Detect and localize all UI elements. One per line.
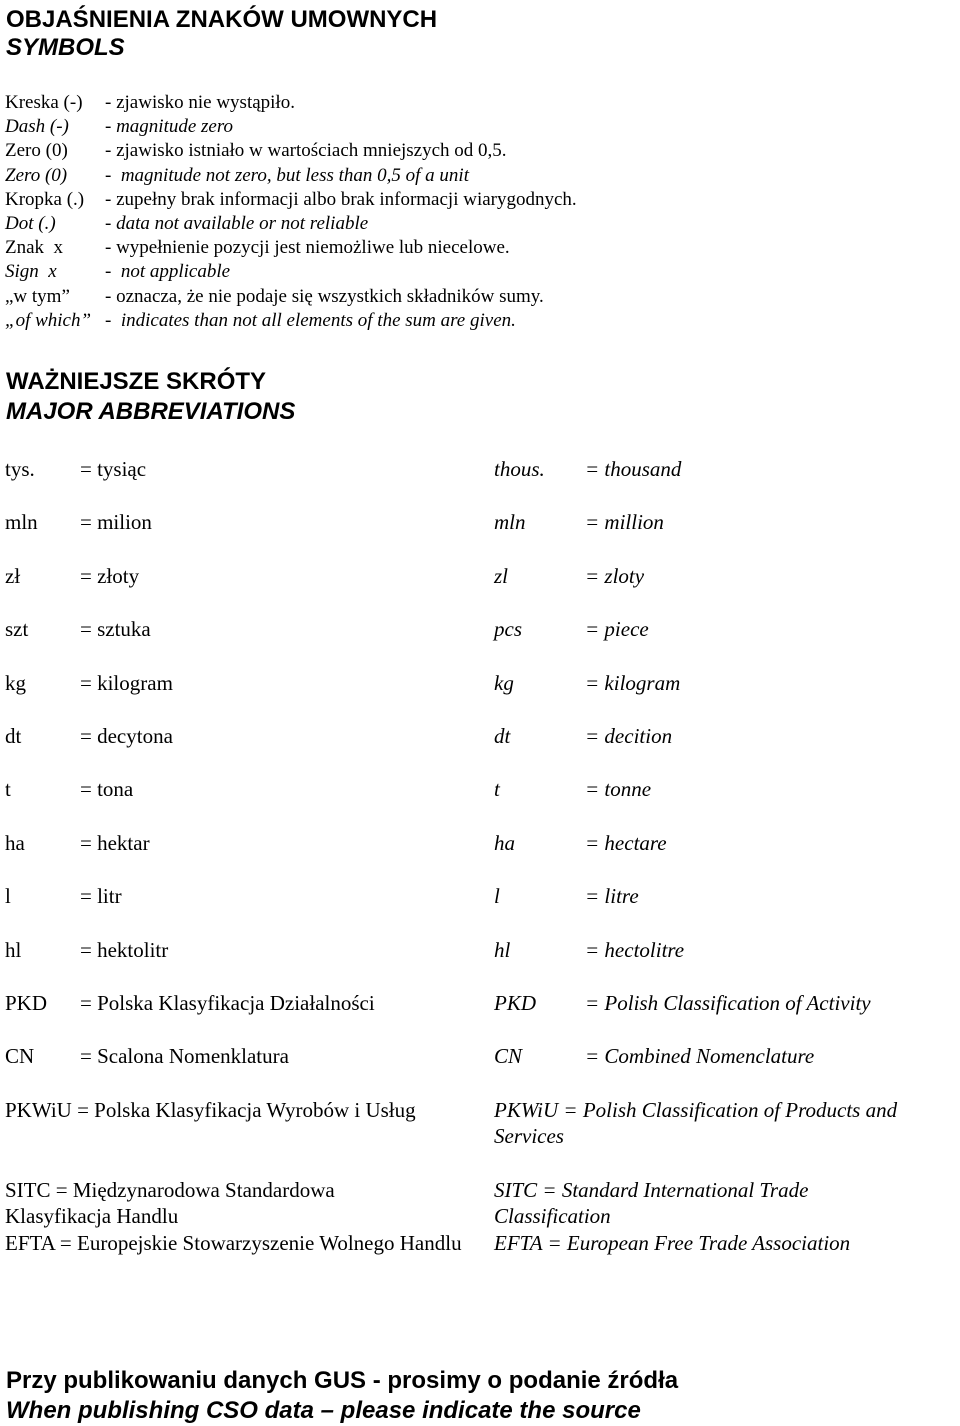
abbreviation-pl: mln: [5, 510, 38, 535]
symbol-term: Dash (-): [5, 116, 69, 138]
abbreviation-en-meaning: = Polish Classification of Activity: [585, 991, 871, 1015]
abbreviation-pl: kg: [5, 670, 26, 695]
abbreviation-en: hl: [494, 937, 511, 962]
symbol-term: „of which”: [5, 309, 92, 331]
symbols-heading-en: SYMBOLS: [6, 34, 125, 61]
abbreviation-pl-meaning: = Scalona Nomenklatura: [80, 1044, 289, 1069]
abbreviation-pl-pkwiu: PKWiU = Polska Klasyfikacja Wyrobów i Usług: [5, 1098, 416, 1122]
abbreviation-en-meaning: = million: [585, 510, 664, 535]
abbreviation-en: pcs: [494, 617, 522, 642]
abbreviation-en-meaning: = decition: [585, 724, 673, 748]
abbreviation-pl-meaning: = sztuka: [80, 617, 151, 642]
abbreviation-pl: l: [5, 884, 11, 909]
abbreviation-pl: szt: [5, 617, 29, 642]
symbols-heading-pl: OBJAŚNIENIA ZNAKÓW UMOWNYCH: [6, 6, 438, 33]
abbreviation-en: t: [494, 777, 500, 802]
abbreviation-pl: tys.: [5, 457, 35, 481]
symbol-description: - data not available or not reliable: [105, 213, 369, 234]
abbreviation-en-meaning: = hectare: [585, 830, 667, 855]
symbol-term: Dot (.): [5, 213, 56, 234]
abbreviation-pl: dt: [5, 724, 22, 748]
abbreviation-en: zl: [494, 563, 509, 588]
abbreviation-en-meaning: = litre: [585, 884, 639, 909]
symbol-term: Znak x: [5, 237, 64, 259]
abbreviation-en: CN: [494, 1044, 523, 1069]
abbreviation-pl: CN: [5, 1044, 35, 1069]
symbol-term: Kreska (-): [5, 92, 83, 113]
abbreviation-pl-meaning: = hektolitr: [80, 937, 169, 962]
abbreviations-heading-pl: WAŻNIEJSZE SKRÓTY: [6, 368, 267, 395]
abbreviation-en-efta: EFTA = European Free Trade Association: [494, 1231, 851, 1255]
abbreviation-en: mln: [494, 510, 526, 535]
abbreviation-pl-meaning: = tona: [80, 777, 134, 802]
abbreviation-en-meaning: = piece: [585, 617, 649, 642]
abbreviation-en-meaning: = hectolitre: [585, 937, 685, 962]
symbol-description: - zjawisko nie wystąpiło.: [105, 92, 295, 113]
abbreviation-pl: zł: [5, 563, 21, 588]
abbreviation-en: dt: [494, 724, 511, 748]
abbreviation-pl-sitc: SITC = Międzynarodowa Standardowa Klasyfikacja Handlu: [5, 1178, 335, 1228]
abbreviation-en-meaning: = kilogram: [585, 670, 681, 695]
abbreviation-pl-meaning: = hektar: [80, 830, 150, 855]
abbreviation-pl-efta: EFTA = Europejskie Stowarzyszenie Wolnego Handlu: [5, 1231, 462, 1255]
abbreviation-pl-meaning: = decytona: [80, 724, 173, 748]
symbol-description: - oznacza, że nie podaje się wszystkich składników sumy.: [105, 285, 544, 307]
abbreviations-heading-en: MAJOR ABBREVIATIONS: [6, 398, 296, 425]
symbol-description: - magnitude not zero, but less than 0,5 of a unit: [105, 164, 469, 186]
abbreviation-pl: PKD: [5, 991, 48, 1015]
abbreviation-en-meaning: = thousand: [585, 457, 682, 481]
symbol-description: - zupełny brak informacji albo brak informacji wiarygodnych.: [105, 188, 577, 210]
abbreviation-pl: t: [5, 777, 11, 802]
abbreviation-en-meaning: = zloty: [585, 563, 645, 588]
abbreviation-en-pkwiu: PKWiU = Polish Classification of Products and Services: [494, 1098, 898, 1148]
symbol-term: Kropka (.): [5, 188, 85, 210]
abbreviation-pl-meaning: = litr: [80, 884, 122, 909]
symbol-description: - indicates than not all elements of the sum are given.: [105, 309, 516, 331]
abbreviation-en: PKD: [494, 991, 536, 1015]
abbreviation-en-meaning: = tonne: [585, 777, 652, 802]
abbreviation-en: ha: [494, 830, 515, 855]
abbreviation-en-meaning: = Combined Nomenclature: [585, 1044, 815, 1069]
abbreviation-pl-meaning: = kilogram: [80, 670, 173, 695]
abbreviation-pl-meaning: = tysiąc: [80, 457, 147, 481]
symbol-description: - magnitude zero: [105, 116, 234, 138]
abbreviation-pl: hl: [5, 937, 22, 962]
symbol-term: „w tym”: [5, 285, 70, 307]
symbol-term: Zero (0): [5, 140, 68, 162]
symbol-description: - zjawisko istniało w wartościach mniejszych od 0,5.: [105, 140, 507, 162]
footer-note-pl: Przy publikowaniu danych GUS - prosimy o podanie źródła: [6, 1367, 679, 1394]
abbreviation-en: thous.: [494, 457, 545, 481]
abbreviation-en-sitc: SITC = Standard International Trade Classification: [494, 1178, 809, 1228]
abbreviation-en: kg: [494, 670, 514, 695]
footer-note-en: When publishing CSO data – please indicate the source: [6, 1397, 641, 1424]
symbol-term: Zero (0): [5, 164, 68, 186]
abbreviation-pl-meaning: = Polska Klasyfikacja Działalności: [80, 991, 375, 1015]
symbol-term: Sign x: [5, 261, 57, 283]
abbreviation-pl: ha: [5, 830, 25, 855]
abbreviation-pl-meaning: = milion: [80, 510, 152, 535]
symbol-description: - wypełnienie pozycji jest niemożliwe lub niecelowe.: [105, 237, 510, 259]
abbreviation-en: l: [494, 884, 500, 909]
abbreviation-pl-meaning: = złoty: [80, 563, 140, 588]
symbol-description: - not applicable: [105, 261, 231, 283]
